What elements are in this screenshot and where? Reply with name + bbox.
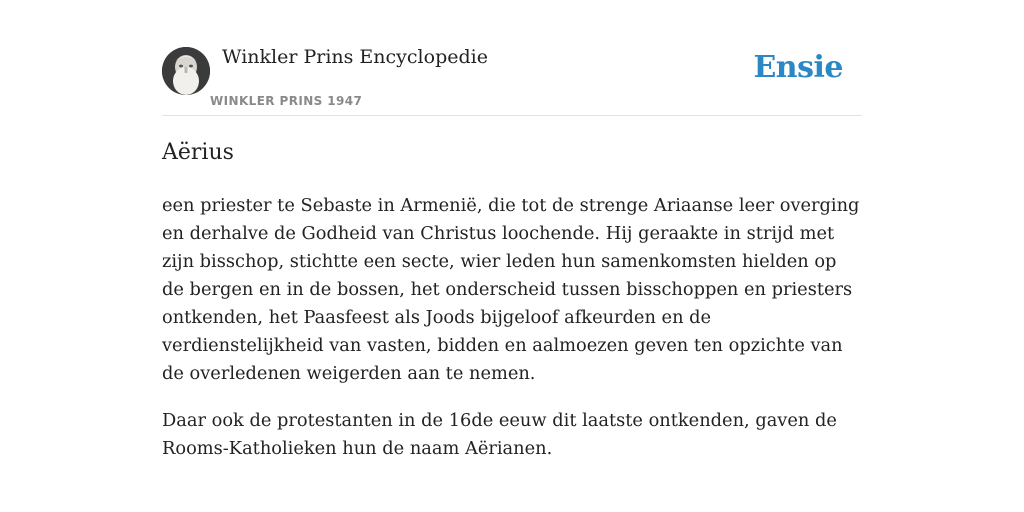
- article-title: Aërius: [162, 140, 234, 165]
- publication-subtitle: WINKLER PRINS 1947: [210, 94, 363, 108]
- article-paragraph: Daar ook de protestanten in de 16de eeuw dit laatste ontkenden, gaven de Rooms-Katholieken hun de naam Aërianen.: [162, 410, 837, 459]
- brand-logo-link[interactable]: Ensie: [753, 50, 843, 85]
- article-paragraph: een priester te Sebaste in Armenië, die tot de strenge Ariaanse leer overging en derhalve de Godheid van Christus loochende. Hij geraakte in strijd met zijn bisschop, stichtte een secte, wier leden hun samenkomsten hielden op de bergen en in de bossen, het onderscheid tussen bisschoppen en priesters ontkenden, het Paasfeest als Joods bijgeloof afkeurden en de verdienstelijkheid van vasten, bidden en aalmoezen geven ten opzichte van de overledenen weigerden aan te nemen.: [162, 195, 860, 384]
- article-body: [162, 192, 862, 482]
- bearded-man-portrait-icon: [162, 47, 210, 95]
- publication-header: [162, 0, 862, 116]
- publication-avatar[interactable]: [162, 47, 210, 95]
- publication-title[interactable]: Winkler Prins Encyclopedie: [222, 46, 488, 68]
- content-container: [162, 0, 862, 459]
